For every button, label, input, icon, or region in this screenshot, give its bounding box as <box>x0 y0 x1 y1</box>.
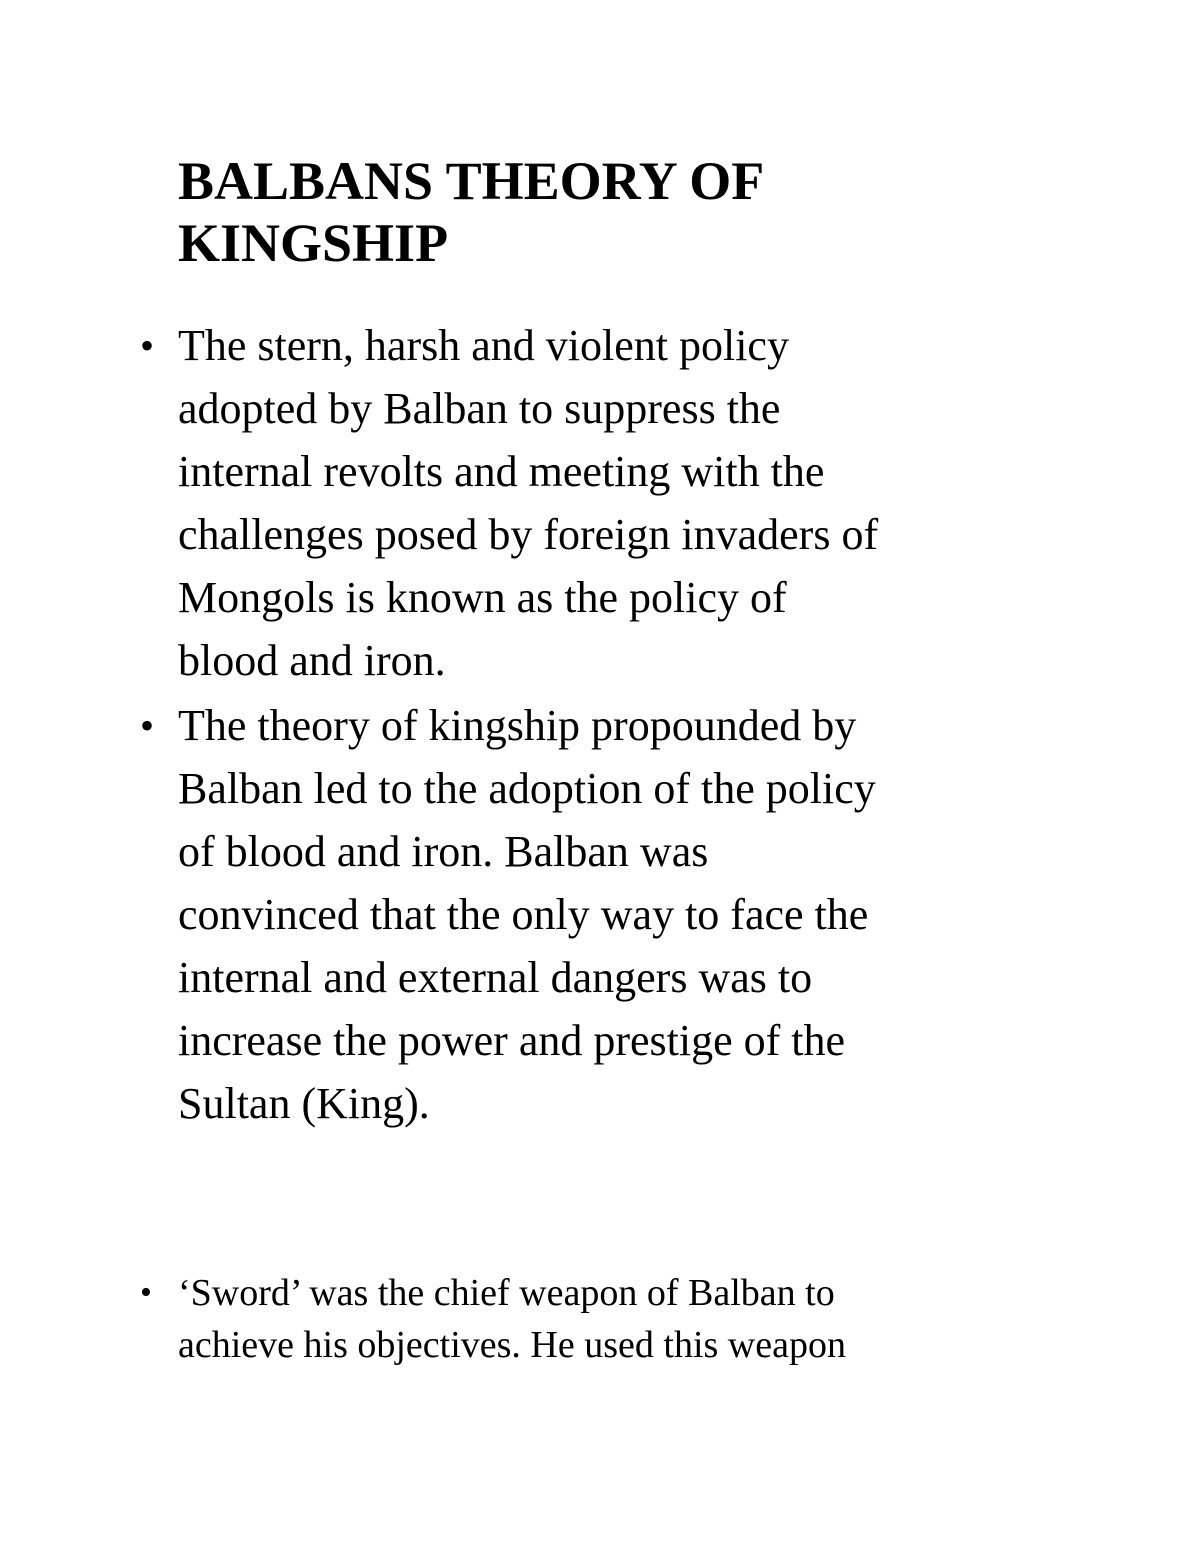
text-line: convinced that the only way to face the <box>178 890 869 939</box>
title-line-2: KINGSHIP <box>178 213 449 273</box>
text-line: increase the power and prestige of the <box>178 1016 846 1065</box>
bullet-text <box>178 694 1078 1135</box>
text-line: The stern, harsh and violent policy <box>178 321 789 370</box>
text-line: Sultan (King). <box>178 1079 430 1128</box>
page-title <box>178 150 1078 274</box>
text-line: Balban led to the adoption of the policy <box>178 764 876 813</box>
text-line: internal and external dangers was to <box>178 953 813 1002</box>
bullet-icon: • <box>140 1274 152 1311</box>
text-line: achieve his objectives. He used this weapon <box>178 1324 846 1366</box>
title-line-1: BALBANS THEORY OF <box>178 151 765 211</box>
bullet-icon: • <box>140 323 155 368</box>
text-line: blood and iron. <box>178 636 446 685</box>
text-line: adopted by Balban to suppress the <box>178 384 781 433</box>
bullet-text <box>178 1267 1078 1371</box>
text-line: The theory of kingship propounded by <box>178 701 857 750</box>
text-line: Mongols is known as the policy of <box>178 573 787 622</box>
text-line: of blood and iron. Balban was <box>178 827 709 876</box>
bullet-icon: • <box>140 703 155 748</box>
text-line: challenges posed by foreign invaders of <box>178 510 879 559</box>
text-line: ‘Sword’ was the chief weapon of Balban to <box>178 1272 835 1314</box>
bullet-text <box>178 314 1078 692</box>
text-line: internal revolts and meeting with the <box>178 447 825 496</box>
